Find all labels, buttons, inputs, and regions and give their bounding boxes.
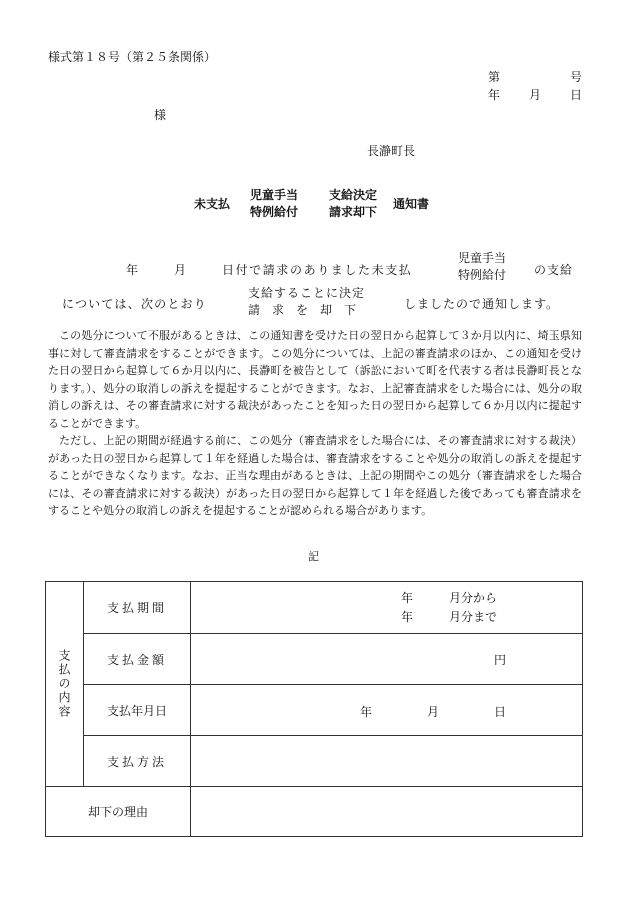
table-row xyxy=(46,634,583,685)
payment-method-label: 支払方法 xyxy=(84,736,191,787)
payment-date-value[interactable] xyxy=(191,685,583,736)
date-tsuki: 月 xyxy=(529,88,542,102)
notice-number-dai: 第 xyxy=(488,70,501,84)
form-number: 様式第１８号（第２５条関係） xyxy=(48,50,217,64)
table-row xyxy=(46,736,583,787)
body-line2-end: しましたので通知します。 xyxy=(404,297,560,311)
title-option-b-top: 支給決定 xyxy=(329,188,378,202)
rejection-reason-label: 却下の理由 xyxy=(46,787,191,837)
rejection-reason-value[interactable] xyxy=(191,787,583,837)
body-line2-option-top: 支給することに決定 xyxy=(248,286,366,300)
payment-period-to: 年 月分まで xyxy=(401,609,498,624)
payment-content-label: 支払の内容 xyxy=(57,649,71,719)
payment-details-table xyxy=(45,581,583,837)
title-option-b-bottom: 請求却下 xyxy=(329,205,378,219)
recipient-sama: 様 xyxy=(154,108,167,122)
payment-method-value[interactable] xyxy=(191,736,583,787)
payment-date-tsuki: 月 xyxy=(427,705,440,719)
payment-date-label: 支払年月日 xyxy=(84,685,191,736)
payment-content-group-cell xyxy=(46,582,84,787)
payment-period-value[interactable] xyxy=(191,582,583,634)
body-line1-text: 日付で請求のありました未支払 xyxy=(222,263,413,277)
body-line1-option-bottom: 特例給付 xyxy=(458,268,507,282)
title-option-a-bottom: 特例給付 xyxy=(250,205,299,219)
body-line1-tsuki: 月 xyxy=(174,263,187,277)
payment-period-label: 支払期間 xyxy=(84,582,191,634)
date-nen: 年 xyxy=(488,88,501,102)
body-line2-text: については、次のとおり xyxy=(62,297,207,311)
appeal-paragraph-2: ただし、上記の期間が経過する前に、この処分（審査請求をした場合には、その審査請求に対する裁決）があった日の翌日から起算して１年を経過した場合は、審査請求をすることや処分の取消しの訴えを提起することができなくなります。なお、正当な理由があるときは、上記の期間やこの処分（審査請求をした場合には、その審査請求に対する裁決）があった日の翌日から起算して１年を経過した後であっても審査請求をすることや処分の取消しの訴えを提起することが認められる場合があります。 xyxy=(48,434,582,518)
payment-period-from: 年 月分から xyxy=(401,590,498,605)
issuer-name: 長瀞町長 xyxy=(367,144,416,158)
payment-date-nen: 年 xyxy=(360,705,373,719)
ki-marker: 記 xyxy=(308,550,319,563)
title-suffix: 通知書 xyxy=(393,197,430,211)
payment-date-hi: 日 xyxy=(494,705,507,719)
yen-unit: 円 xyxy=(493,652,506,667)
body-line1-end: の支給 xyxy=(534,263,574,277)
title-prefix: 未支払 xyxy=(194,197,231,211)
date-hi: 日 xyxy=(570,88,583,102)
title-option-a-top: 児童手当 xyxy=(250,188,299,202)
payment-amount-value[interactable] xyxy=(191,634,583,685)
appeal-paragraph-1: この処分について不服があるときは、この通知書を受けた日の翌日から起算して３か月以内に、埼玉県知事に対して審査請求をすることができます。この処分については、上記の審査請求のほか、この通知を受けた日の翌日から起算して６か月以内に、長瀞町を被告として（訴訟において町を代表する者は長瀞町長となります。）、処分の取消しの訴えを提起することができます。なお、上記審査請求をした場合には、処分の取消しの訴えは、その審査請求に対する裁決があったことを知った日の翌日から起算して６か月以内に提起することができます。 xyxy=(48,329,582,430)
payment-amount-label: 支払金額 xyxy=(84,634,191,685)
table-row xyxy=(46,787,583,837)
table-row xyxy=(46,582,583,634)
table-row xyxy=(46,685,583,736)
notice-number-go: 号 xyxy=(570,70,583,84)
body-line2-option-bottom: 請 求 を 却 下 xyxy=(248,303,357,317)
body-line1-option-top: 児童手当 xyxy=(458,251,507,265)
body-line1-nen: 年 xyxy=(126,263,139,277)
